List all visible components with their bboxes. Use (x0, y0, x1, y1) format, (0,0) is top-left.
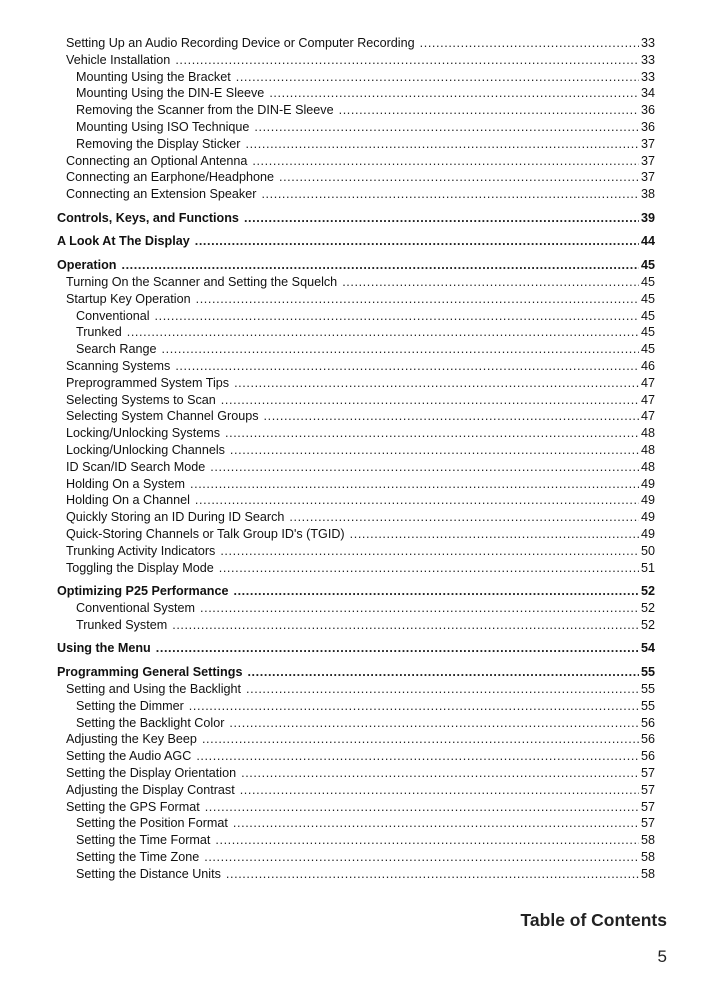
toc-entry-title: Removing the Display Sticker (76, 136, 241, 151)
toc-entry-page-number: 37 (640, 170, 655, 185)
toc-entry-page-number: 49 (640, 526, 655, 541)
toc-entry[interactable] (57, 308, 655, 325)
dot-leader (221, 392, 639, 409)
toc-entry[interactable] (57, 425, 655, 442)
page-number: 5 (657, 947, 667, 966)
toc-entry-title: Setting and Using the Backlight (66, 682, 242, 697)
dot-leader (244, 210, 639, 227)
toc-entry-title: A Look At The Display (57, 234, 190, 249)
toc-entry-title: Scanning Systems (66, 359, 171, 374)
toc-entry-title: Trunked (76, 325, 122, 340)
dot-leader (195, 492, 639, 509)
toc-entry[interactable] (57, 102, 655, 119)
toc-entry[interactable] (57, 69, 655, 86)
dot-leader (269, 85, 639, 102)
toc-entry-title: Toggling the Display Mode (66, 560, 214, 575)
toc-entry-page-number: 49 (640, 493, 655, 508)
toc-entry-page-number: 56 (640, 715, 655, 730)
dot-leader (225, 425, 639, 442)
toc-entry-page-number: 52 (640, 601, 655, 616)
toc-entry-page-number: 51 (640, 560, 655, 575)
toc-entry-title: Selecting System Channel Groups (66, 409, 259, 424)
toc-entry[interactable] (57, 35, 655, 52)
toc-entry-title: Removing the Scanner from the DIN-E Sleeve (76, 103, 334, 118)
toc-entry-page-number: 49 (640, 476, 655, 491)
dot-leader (205, 799, 639, 816)
toc-entry-title: Connecting an Earphone/Headphone (66, 170, 274, 185)
dot-leader (245, 136, 639, 153)
toc-entry[interactable] (57, 136, 655, 153)
toc-entry[interactable] (57, 526, 655, 543)
dot-leader (190, 476, 639, 493)
toc-entry-title: Operation (57, 258, 117, 273)
toc-entry[interactable] (57, 408, 655, 425)
toc-entry[interactable] (57, 52, 655, 69)
toc-entry[interactable] (57, 153, 655, 170)
toc-entry-title: Setting the GPS Format (66, 799, 200, 814)
toc-entry-title: Setting Up an Audio Recording Device or Computer Recording (66, 36, 415, 50)
toc-entry[interactable] (57, 698, 655, 715)
toc-entry-title: Trunked System (76, 617, 168, 632)
toc-entry-page-number: 45 (640, 275, 655, 290)
toc-entry-title: Mounting Using the DIN-E Sleeve (76, 86, 265, 101)
dot-leader (195, 233, 639, 250)
toc-entry-title: Setting the Audio AGC (66, 749, 192, 764)
toc-entry[interactable] (57, 492, 655, 509)
dot-leader (220, 543, 639, 560)
toc-entry-title: Using the Menu (57, 641, 151, 656)
toc-entry-title: Preprogrammed System Tips (66, 375, 230, 390)
toc-entry-page-number: 47 (640, 409, 655, 424)
toc-entry[interactable] (57, 169, 655, 186)
toc-entry-title: Connecting an Optional Antenna (66, 153, 248, 168)
toc-entry-page-number: 58 (640, 866, 655, 881)
toc-entry[interactable] (57, 731, 655, 748)
toc-entry-page-number: 33 (640, 36, 655, 50)
toc-entry-title: Locking/Unlocking Channels (66, 443, 225, 457)
dot-leader (175, 52, 639, 69)
toc-entry-page-number: 33 (640, 69, 655, 84)
toc-entry-title: ID Scan/ID Search Mode (66, 459, 206, 474)
toc-entry-title: Controls, Keys, and Functions (57, 210, 239, 225)
toc-entry-page-number: 55 (640, 698, 655, 713)
dot-leader (200, 600, 639, 617)
toc-entry-page-number: 33 (640, 52, 655, 67)
toc-entry-page-number: 48 (640, 459, 655, 474)
toc-entry[interactable] (57, 849, 655, 866)
dot-leader (247, 664, 639, 681)
toc-section-heading[interactable] (57, 233, 655, 250)
dot-leader (261, 186, 639, 203)
dot-leader (155, 308, 639, 325)
table-of-contents-list (57, 35, 655, 883)
toc-entry-title: Turning On the Scanner and Setting the Squelch (66, 275, 338, 290)
toc-entry[interactable] (57, 748, 655, 765)
dot-leader (350, 526, 639, 543)
dot-leader (233, 815, 639, 832)
toc-entry[interactable] (57, 459, 655, 476)
toc-entry[interactable] (57, 274, 655, 291)
toc-entry[interactable] (57, 375, 655, 392)
toc-entry[interactable] (57, 509, 655, 526)
toc-entry-page-number: 52 (640, 617, 655, 632)
toc-entry-page-number: 47 (640, 375, 655, 390)
dot-leader (172, 617, 639, 634)
toc-entry[interactable] (57, 832, 655, 849)
dot-leader (241, 765, 639, 782)
toc-section-heading[interactable] (57, 640, 655, 657)
toc-entry[interactable] (57, 617, 655, 634)
toc-entry-page-number: 56 (640, 749, 655, 764)
dot-leader (234, 375, 639, 392)
dot-leader (219, 560, 639, 577)
toc-entry-title: Vehicle Installation (66, 52, 171, 67)
toc-entry[interactable] (57, 341, 655, 358)
dot-leader (204, 849, 639, 866)
toc-entry-page-number: 52 (640, 584, 655, 599)
toc-entry[interactable] (57, 119, 655, 136)
toc-entry[interactable] (57, 600, 655, 617)
toc-entry-title: Selecting Systems to Scan (66, 392, 216, 407)
toc-entry-page-number: 47 (640, 392, 655, 407)
dot-leader (229, 715, 639, 732)
toc-entry-page-number: 48 (640, 443, 655, 457)
toc-entry-title: Adjusting the Display Contrast (66, 782, 235, 797)
toc-entry[interactable] (57, 291, 655, 308)
toc-entry-page-number: 57 (640, 782, 655, 797)
toc-entry[interactable] (57, 815, 655, 832)
dot-leader (162, 341, 639, 358)
toc-entry-title: Holding On a System (66, 476, 185, 491)
toc-entry-title: Trunking Activity Indicators (66, 543, 216, 558)
dot-leader (189, 698, 639, 715)
toc-entry-title: Holding On a Channel (66, 493, 190, 508)
toc-entry-title: Startup Key Operation (66, 291, 191, 306)
toc-entry-page-number: 45 (640, 342, 655, 357)
toc-entry-page-number: 56 (640, 732, 655, 747)
toc-entry-page-number: 44 (640, 234, 655, 249)
dot-leader (236, 69, 639, 86)
toc-entry-title: Setting the Distance Units (76, 866, 221, 881)
toc-entry-page-number: 36 (640, 119, 655, 134)
dot-leader (127, 324, 639, 341)
dot-leader (339, 102, 639, 119)
toc-entry-title: Locking/Unlocking Systems (66, 426, 220, 441)
dot-leader (121, 257, 639, 274)
toc-entry-title: Mounting Using ISO Technique (76, 119, 250, 134)
toc-entry-page-number: 55 (640, 665, 655, 680)
dot-leader (289, 509, 639, 526)
toc-entry[interactable] (57, 715, 655, 732)
dot-leader (175, 358, 639, 375)
toc-entry-page-number: 49 (640, 510, 655, 525)
toc-entry[interactable] (57, 186, 655, 203)
toc-entry-page-number: 54 (640, 641, 655, 656)
toc-entry[interactable] (57, 85, 655, 102)
toc-entry[interactable] (57, 799, 655, 816)
toc-entry-title: Setting the Backlight Color (76, 715, 225, 730)
dot-leader (252, 153, 639, 170)
dot-leader (342, 274, 639, 291)
toc-entry-page-number: 37 (640, 136, 655, 151)
dot-leader (230, 442, 639, 459)
toc-entry-title: Setting the Time Format (76, 833, 211, 848)
toc-entry-page-number: 45 (640, 258, 655, 273)
toc-entry-page-number: 34 (640, 86, 655, 101)
dot-leader (279, 169, 639, 186)
toc-entry-page-number: 45 (640, 325, 655, 340)
toc-entry-page-number: 57 (640, 816, 655, 831)
toc-entry[interactable] (57, 476, 655, 493)
toc-entry[interactable] (57, 782, 655, 799)
toc-entry-page-number: 38 (640, 187, 655, 202)
toc-entry-page-number: 58 (640, 833, 655, 848)
dot-leader (210, 459, 639, 476)
dot-leader (202, 731, 639, 748)
toc-entry-title: Connecting an Extension Speaker (66, 187, 257, 202)
toc-entry-page-number: 50 (640, 543, 655, 558)
toc-entry-page-number: 48 (640, 426, 655, 441)
toc-entry[interactable] (57, 442, 655, 459)
toc-entry-title: Conventional System (76, 601, 196, 616)
toc-entry[interactable] (57, 392, 655, 409)
toc-entry-title: Setting the Display Orientation (66, 766, 237, 781)
toc-entry[interactable] (57, 681, 655, 698)
toc-entry-title: Setting the Position Format (76, 816, 228, 831)
footer-section-title: Table of Contents (520, 910, 667, 930)
toc-entry-page-number: 45 (640, 291, 655, 306)
toc-entry-page-number: 57 (640, 799, 655, 814)
toc-entry-title: Setting the Dimmer (76, 698, 184, 713)
dot-leader (226, 866, 639, 883)
toc-entry[interactable] (57, 543, 655, 560)
toc-entry-page-number: 36 (640, 103, 655, 118)
toc-entry-title: Setting the Time Zone (76, 850, 200, 864)
toc-section-heading[interactable] (57, 583, 655, 600)
toc-section-heading[interactable] (57, 257, 655, 274)
toc-entry-page-number: 39 (640, 210, 655, 225)
toc-entry-title: Adjusting the Key Beep (66, 732, 197, 747)
dot-leader (264, 408, 639, 425)
toc-entry[interactable] (57, 560, 655, 577)
toc-entry[interactable] (57, 765, 655, 782)
toc-section-heading[interactable] (57, 664, 655, 681)
toc-entry-title: Optimizing P25 Performance (57, 584, 229, 599)
toc-entry-page-number: 37 (640, 153, 655, 168)
dot-leader (240, 782, 639, 799)
dot-leader (196, 291, 639, 308)
toc-entry-title: Quickly Storing an ID During ID Search (66, 510, 285, 525)
toc-entry-title: Search Range (76, 342, 157, 357)
toc-entry-title: Quick-Storing Channels or Talk Group ID's (TGID) (66, 526, 345, 541)
toc-section-heading[interactable] (57, 210, 655, 227)
toc-entry-page-number: 57 (640, 766, 655, 781)
dot-leader (254, 119, 639, 136)
toc-entry-title: Mounting Using the Bracket (76, 69, 231, 84)
toc-entry-title: Conventional (76, 308, 150, 323)
dot-leader (156, 640, 639, 657)
dot-leader (246, 681, 639, 698)
toc-entry-page-number: 55 (640, 682, 655, 697)
toc-entry[interactable] (57, 866, 655, 883)
dot-leader (233, 583, 639, 600)
toc-entry-page-number: 45 (640, 308, 655, 323)
toc-entry-page-number: 46 (640, 359, 655, 374)
toc-entry[interactable] (57, 324, 655, 341)
toc-entry[interactable] (57, 358, 655, 375)
dot-leader (215, 832, 639, 849)
dot-leader (196, 748, 639, 765)
dot-leader (420, 35, 639, 52)
toc-entry-title: Programming General Settings (57, 665, 243, 680)
toc-entry-page-number: 58 (640, 850, 655, 864)
